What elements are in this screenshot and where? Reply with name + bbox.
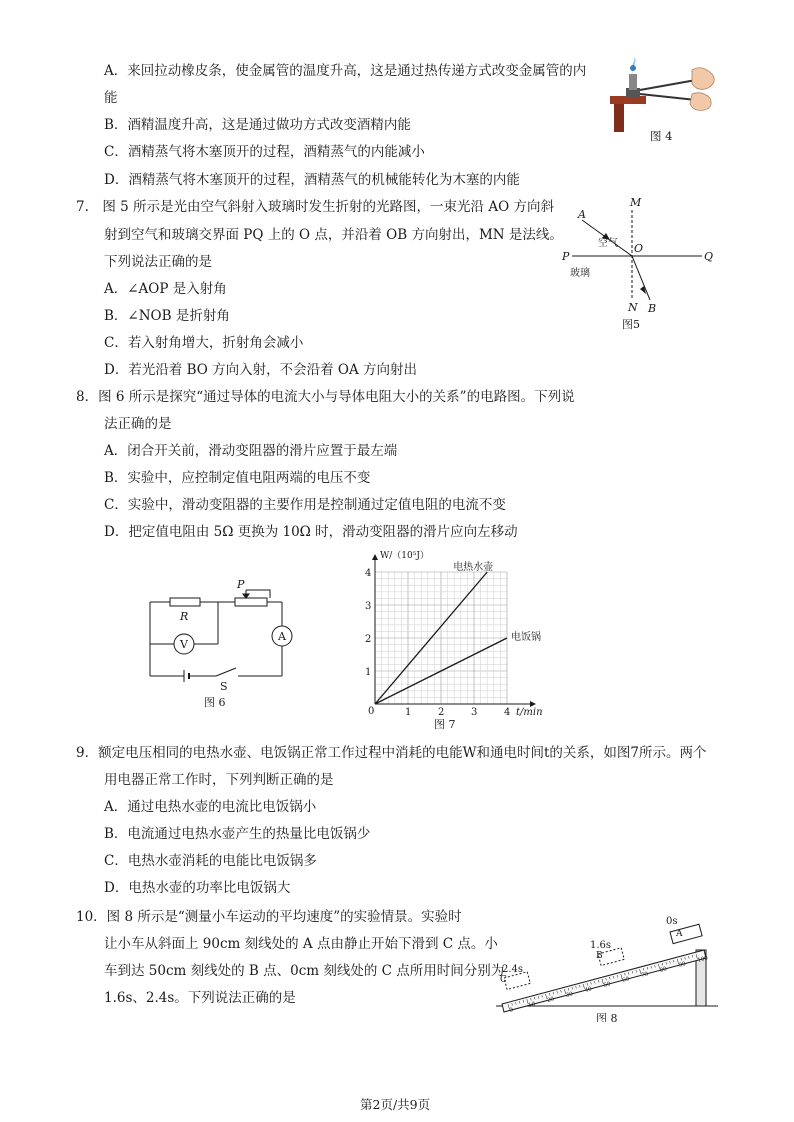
fig5-label-p: P (562, 250, 570, 263)
q6-option-a-line1: A．来回拉动橡皮条，使金属管的温度升高，这是通过热传递方式改变金属管的内 (104, 63, 587, 79)
q9-option-c: C．电热水壶消耗的电能比电饭锅多 (104, 853, 317, 869)
fig8-label-c: C (500, 975, 507, 985)
figure-5-caption: 图5 (622, 318, 640, 331)
q10-stem-line4: 1.6s、2.4s。下列说法正确的是 (104, 990, 296, 1006)
fig8-time-a: 0s (666, 916, 678, 927)
q6-option-b: B．酒精温度升高，这是通过做功方式改变酒精内能 (104, 117, 411, 133)
y-tick-label: 4 (365, 568, 372, 579)
q6-option-a-line2: 能 (104, 90, 118, 106)
figure-8-incline-diagram (490, 912, 730, 1022)
x-tick-label: 4 (504, 707, 511, 718)
ruler-mark-label: 10 (527, 1001, 537, 1009)
fig5-label-b: B (648, 302, 657, 315)
fig8-time-c: 2.4s (502, 964, 524, 975)
fig6-voltmeter-v: V (180, 638, 188, 651)
fig5-label-air: 空气 (598, 238, 618, 249)
chart-origin-label: 0 (368, 706, 375, 717)
q9-stem-line2: 用电器正常工作时，下列判断正确的是 (104, 772, 334, 788)
chart-x-axis-label: t/min (516, 707, 543, 718)
q8-option-a: A．闭合开关前，滑动变阻器的滑片应置于最左端 (104, 443, 398, 459)
figure-8-caption: 图 8 (596, 1012, 618, 1022)
ruler-mark-label: 60 (621, 976, 631, 984)
chart-y-axis-label: W/（10⁵J） (380, 551, 429, 561)
q9-stem-line1: 9．额定电压相同的电热水壶、电饭锅正常工作过程中消耗的电能W和通电时间t的关系，如图7所示。两个 (76, 745, 707, 761)
ruler-mark-label: 90 (678, 961, 687, 969)
fig5-label-o: O (634, 242, 644, 255)
q8-option-b: B．实验中，应控制定值电阻两端的电压不变 (104, 470, 371, 486)
fig8-time-b: 1.6s (590, 940, 612, 951)
ruler-mark-label: 50 (602, 981, 612, 989)
fig5-label-a: A (578, 208, 586, 221)
fig6-label-s: S (220, 680, 228, 693)
q6-option-c: C．酒精蒸气将木塞顶开的过程，酒精蒸气的内能减小 (104, 144, 425, 160)
figure-5-refraction-diagram (560, 196, 720, 336)
q7-option-b: B．∠NOB 是折射角 (104, 308, 230, 324)
q7-option-a: A．∠AOP 是入射角 (104, 281, 227, 297)
q8-stem-line2: 法正确的是 (104, 416, 172, 432)
q8-option-d: D．把定值电阻由 5Ω 更换为 10Ω 时，滑动变阻器的滑片应向左移动 (104, 524, 518, 540)
fig8-label-a: A (676, 929, 683, 939)
q10-stem-line2: 让小车从斜面上 90cm 刻线处的 A 点由静止开始下滑到 C 点。小 (104, 936, 498, 952)
series-label-2: 电饭锅 (511, 632, 541, 643)
fig5-label-glass: 玻璃 (570, 268, 590, 279)
ruler-mark-label: 0 (508, 1007, 514, 1014)
ruler-mark-label: 80 (659, 966, 668, 974)
q8-stem-line1: 8．图 6 所示是探究“通过导体的电流大小与导体电阻大小的关系”的电路图。下列说 (76, 389, 575, 405)
ruler-mark-label: 30 (565, 991, 574, 999)
fig5-label-q: Q (704, 250, 714, 263)
q10-stem-line3: 车到达 50cm 刻线处的 B 点、0cm 刻线处的 C 点所用时间分别为 (104, 963, 505, 979)
q9-option-a: A．通过电热水壶的电流比电饭锅小 (104, 799, 317, 815)
q6-option-d: D．酒精蒸气将木塞顶开的过程，酒精蒸气的机械能转化为木塞的内能 (104, 172, 520, 188)
fig6-label-r: R (180, 610, 189, 623)
x-tick-label: 2 (438, 707, 445, 718)
ruler-mark-label: 70 (640, 971, 649, 979)
q9-option-d: D．电热水壶的功率比电饭锅大 (104, 880, 291, 896)
chart-grid (375, 572, 507, 704)
series-label-1: 电热水壶 (453, 562, 494, 573)
ruler-mark-label: 40 (584, 986, 593, 994)
fig6-label-p: P (237, 578, 245, 591)
x-tick-label: 1 (405, 707, 412, 718)
q9-option-b: B．电流通过电热水壶产生的热量比电饭锅少 (104, 826, 371, 842)
figure-6-caption: 图 6 (204, 696, 226, 709)
figure-7-chart (340, 548, 560, 734)
fig8-label-b: B (596, 951, 603, 961)
figure-4-illustration (600, 56, 724, 136)
ruler-mark-label: 20 (546, 996, 555, 1004)
q7-stem-line2: 射到空气和玻璃交界面 PQ 上的 O 点，并沿着 OB 方向射出，MN 是法线。 (104, 227, 563, 243)
figure-6-circuit-diagram (140, 578, 300, 710)
y-tick-label: 3 (365, 601, 372, 612)
ruler-mark-label: 100 (696, 955, 709, 964)
fig5-label-n: N (628, 301, 638, 314)
q7-stem-line3: 下列说法正确的是 (104, 254, 212, 270)
q10-stem-line1: 10．图 8 所示是“测量小车运动的平均速度”的实验情景。实验时 (76, 909, 462, 925)
fig5-label-m: M (630, 196, 642, 209)
q7-option-c: C．若入射角增大，折射角会减小 (104, 335, 304, 351)
figure-7-caption: 图 7 (434, 718, 456, 731)
x-tick-label: 3 (471, 707, 478, 718)
figure-4-caption: 图 4 (650, 129, 673, 143)
q7-stem-line1: 7. 图 5 所示是光由空气斜射入玻璃时发生折射的光路图，一束光沿 AO 方向斜 (76, 199, 554, 215)
q7-option-d: D．若光沿着 BO 方向入射，不会沿着 OA 方向射出 (104, 362, 418, 378)
y-tick-label: 2 (365, 634, 372, 645)
y-tick-label: 1 (365, 667, 372, 678)
page-number: 第2页/共9页 (360, 1097, 431, 1112)
fig6-ammeter-a: A (278, 630, 286, 643)
q8-option-c: C．实验中，滑动变阻器的主要作用是控制通过定值电阻的电流不变 (104, 497, 506, 513)
